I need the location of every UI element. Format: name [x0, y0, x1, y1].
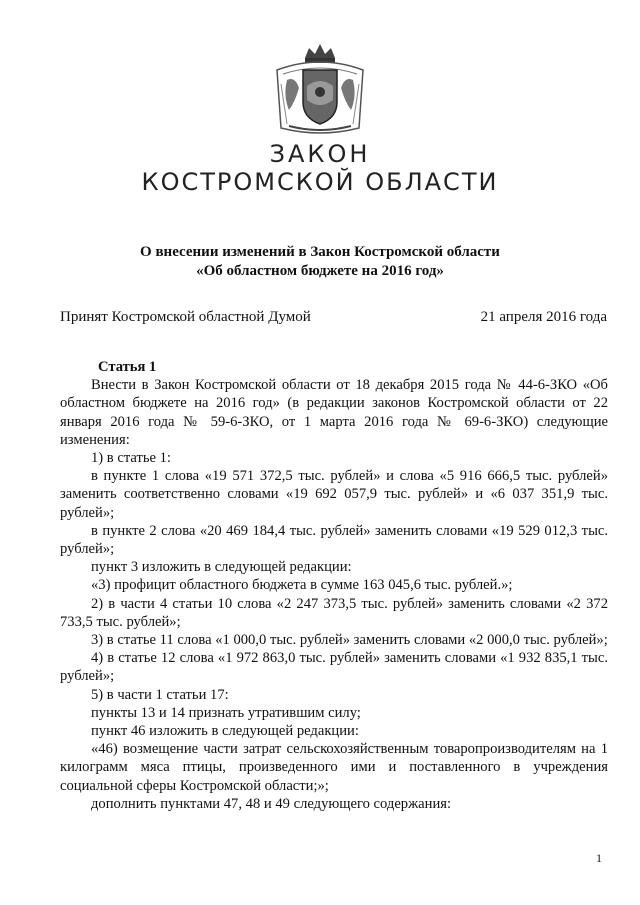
- page-number: 1: [596, 851, 602, 865]
- paragraph: пункт 46 изложить в следующей редакции:: [91, 723, 359, 740]
- paragraph: 5) в части 1 статьи 17:: [91, 686, 229, 703]
- law-heading: ЗАКОН: [269, 140, 371, 168]
- paragraph: «46) возмещение части затрат сельскохозяйственным товаропроизводителям на 1 килограмм мяса птицы, произведенного ими и поставленного в учреждения социальной сферы Костромской области;»;: [60, 741, 608, 794]
- paragraph: дополнить пунктами 47, 48 и 49 следующего содержания:: [91, 795, 452, 812]
- paragraph: Внести в Закон Костромской области от 18 декабря 2015 года № 44-6-ЗКО «Об областном бюджете на 2016 год» (в редакции законов Костромской области от 22 января 2016 года № 59-6-ЗКО, от 1 марта 2016 года № 69-6-ЗКО) следующие изменения:: [60, 377, 608, 448]
- paragraph: 1) в статье 1:: [91, 450, 171, 467]
- law-subject-line-1: О внесении изменений в Закон Костромской области: [140, 244, 500, 260]
- article-body: [60, 358, 608, 813]
- coat-of-arms-emblem: [267, 40, 373, 138]
- adopted-date: 21 апреля 2016 года: [480, 309, 607, 325]
- paragraph: в пункте 2 слова «20 469 184,4 тыс. рублей» заменить словами «19 529 012,3 тыс. рублей»;: [60, 522, 608, 558]
- paragraph: 4) в статье 12 слова «1 972 863,0 тыс. рублей» заменить словами «1 932 835,1 тыс. рублей»;: [60, 650, 608, 685]
- article-title: Статья 1: [98, 359, 157, 375]
- paragraph: пункты 13 и 14 признать утратившим силу;: [91, 704, 361, 721]
- paragraph: 2) в части 4 статьи 10 слова «2 247 373,5 тыс. рублей» заменить словами «2 372 733,5 тыс. рублей»;: [60, 595, 608, 630]
- paragraph: 3) в статье 11 слова «1 000,0 тыс. рублей» заменить словами «2 000,0 тыс. рублей»;: [91, 632, 608, 649]
- region-heading: КОСТРОМСКОЙ ОБЛАСТИ: [141, 168, 499, 196]
- adopted-by: Принят Костромской областной Думой: [60, 309, 311, 325]
- paragraph: пункт 3 изложить в следующей редакции:: [91, 559, 352, 576]
- paragraph: в пункте 1 слова «19 571 372,5 тыс. рублей» и слова «5 916 666,5 тыс. рублей» заменить соответственно словами «19 692 057,9 тыс. рублей» и «6 037 351,9 тыс. рублей»;: [60, 468, 608, 521]
- paragraph: «3) профицит областного бюджета в сумме 163 045,6 тыс. рублей.»;: [91, 577, 513, 594]
- law-subject-line-2: «Об областном бюджете на 2016 год»: [196, 263, 444, 279]
